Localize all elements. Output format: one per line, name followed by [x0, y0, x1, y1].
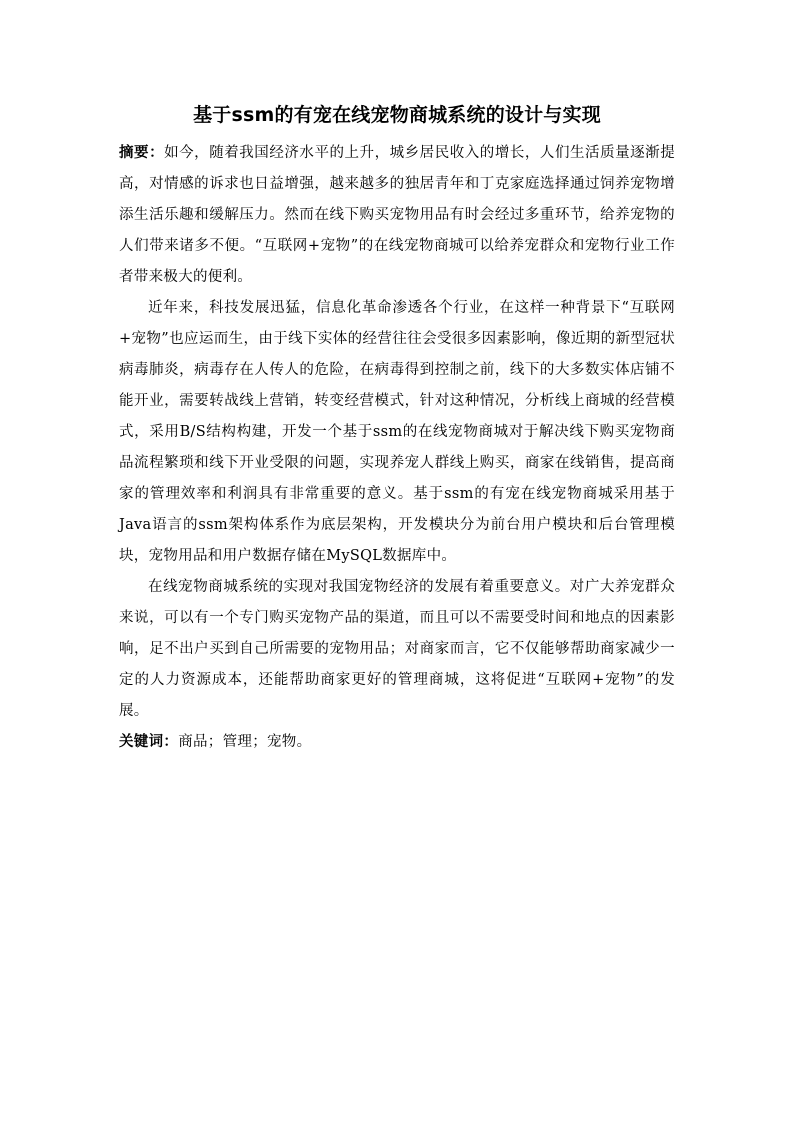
- keywords-text: 商品；管理；宠物。: [178, 734, 312, 750]
- abstract-paragraph-3: 在线宠物商城系统的实现对我国宠物经济的发展有着重要意义。对广大养宠群众来说，可以有一个专门购买宠物产品的渠道，而且可以不需要受时间和地点的因素影响，足不出户买到自己所需要的宠物用品；对商家而言，它不仅能够帮助商家减少一定的人力资源成本，还能帮助商家更好的管理商城，这将促进“互联网+宠物”的发展。: [119, 579, 675, 719]
- abstract-text-1: 如今，随着我国经济水平的上升，城乡居民收入的增长，人们生活质量逐渐提高，对情感的诉求也日益增强，越来越多的独居青年和丁克家庭选择通过饲养宠物增添生活乐趣和缓解压力。然而在线下购买宠物用品有时会经过多重环节，给养宠物的人们带来诸多不便。“互联网+宠物”的在线宠物商城可以给养宠群众和宠物行业工作者带来极大的便利。: [119, 145, 675, 285]
- keywords-label: 关键词：: [119, 734, 179, 750]
- document-page: [119, 98, 675, 758]
- abstract-label: 摘要：: [119, 145, 165, 161]
- abstract-paragraph-2: 近年来，科技发展迅猛，信息化革命渗透各个行业，在这样一种背景下“互联网+宠物”也应运而生，由于线下实体的经营往往会受很多因素影响，像近期的新型冠状病毒肺炎，病毒存在人传人的危险，在病毒得到控制之前，线下的大多数实体店铺不能开业，需要转战线上营销，转变经营模式，针对这种情况，分析线上商城的经营模式，采用B/S结构构建，开发一个基于ssm的在线宠物商城对于解决线下购买宠物商品流程繁琐和线下开业受限的问题，实现养宠人群线上购买，商家在线销售，提高商家的管理效率和利润具有非常重要的意义。基于ssm的有宠在线宠物商城采用基于Java语言的ssm架构体系作为底层架构，开发模块分为前台用户模块和后台管理模块，宠物用品和用户数据存储在MySQL数据库中。: [119, 300, 675, 564]
- document-title: 基于ssm的有宠在线宠物商城系统的设计与实现: [193, 104, 601, 126]
- keywords-line: [119, 727, 675, 758]
- abstract-paragraph-1: [119, 138, 675, 293]
